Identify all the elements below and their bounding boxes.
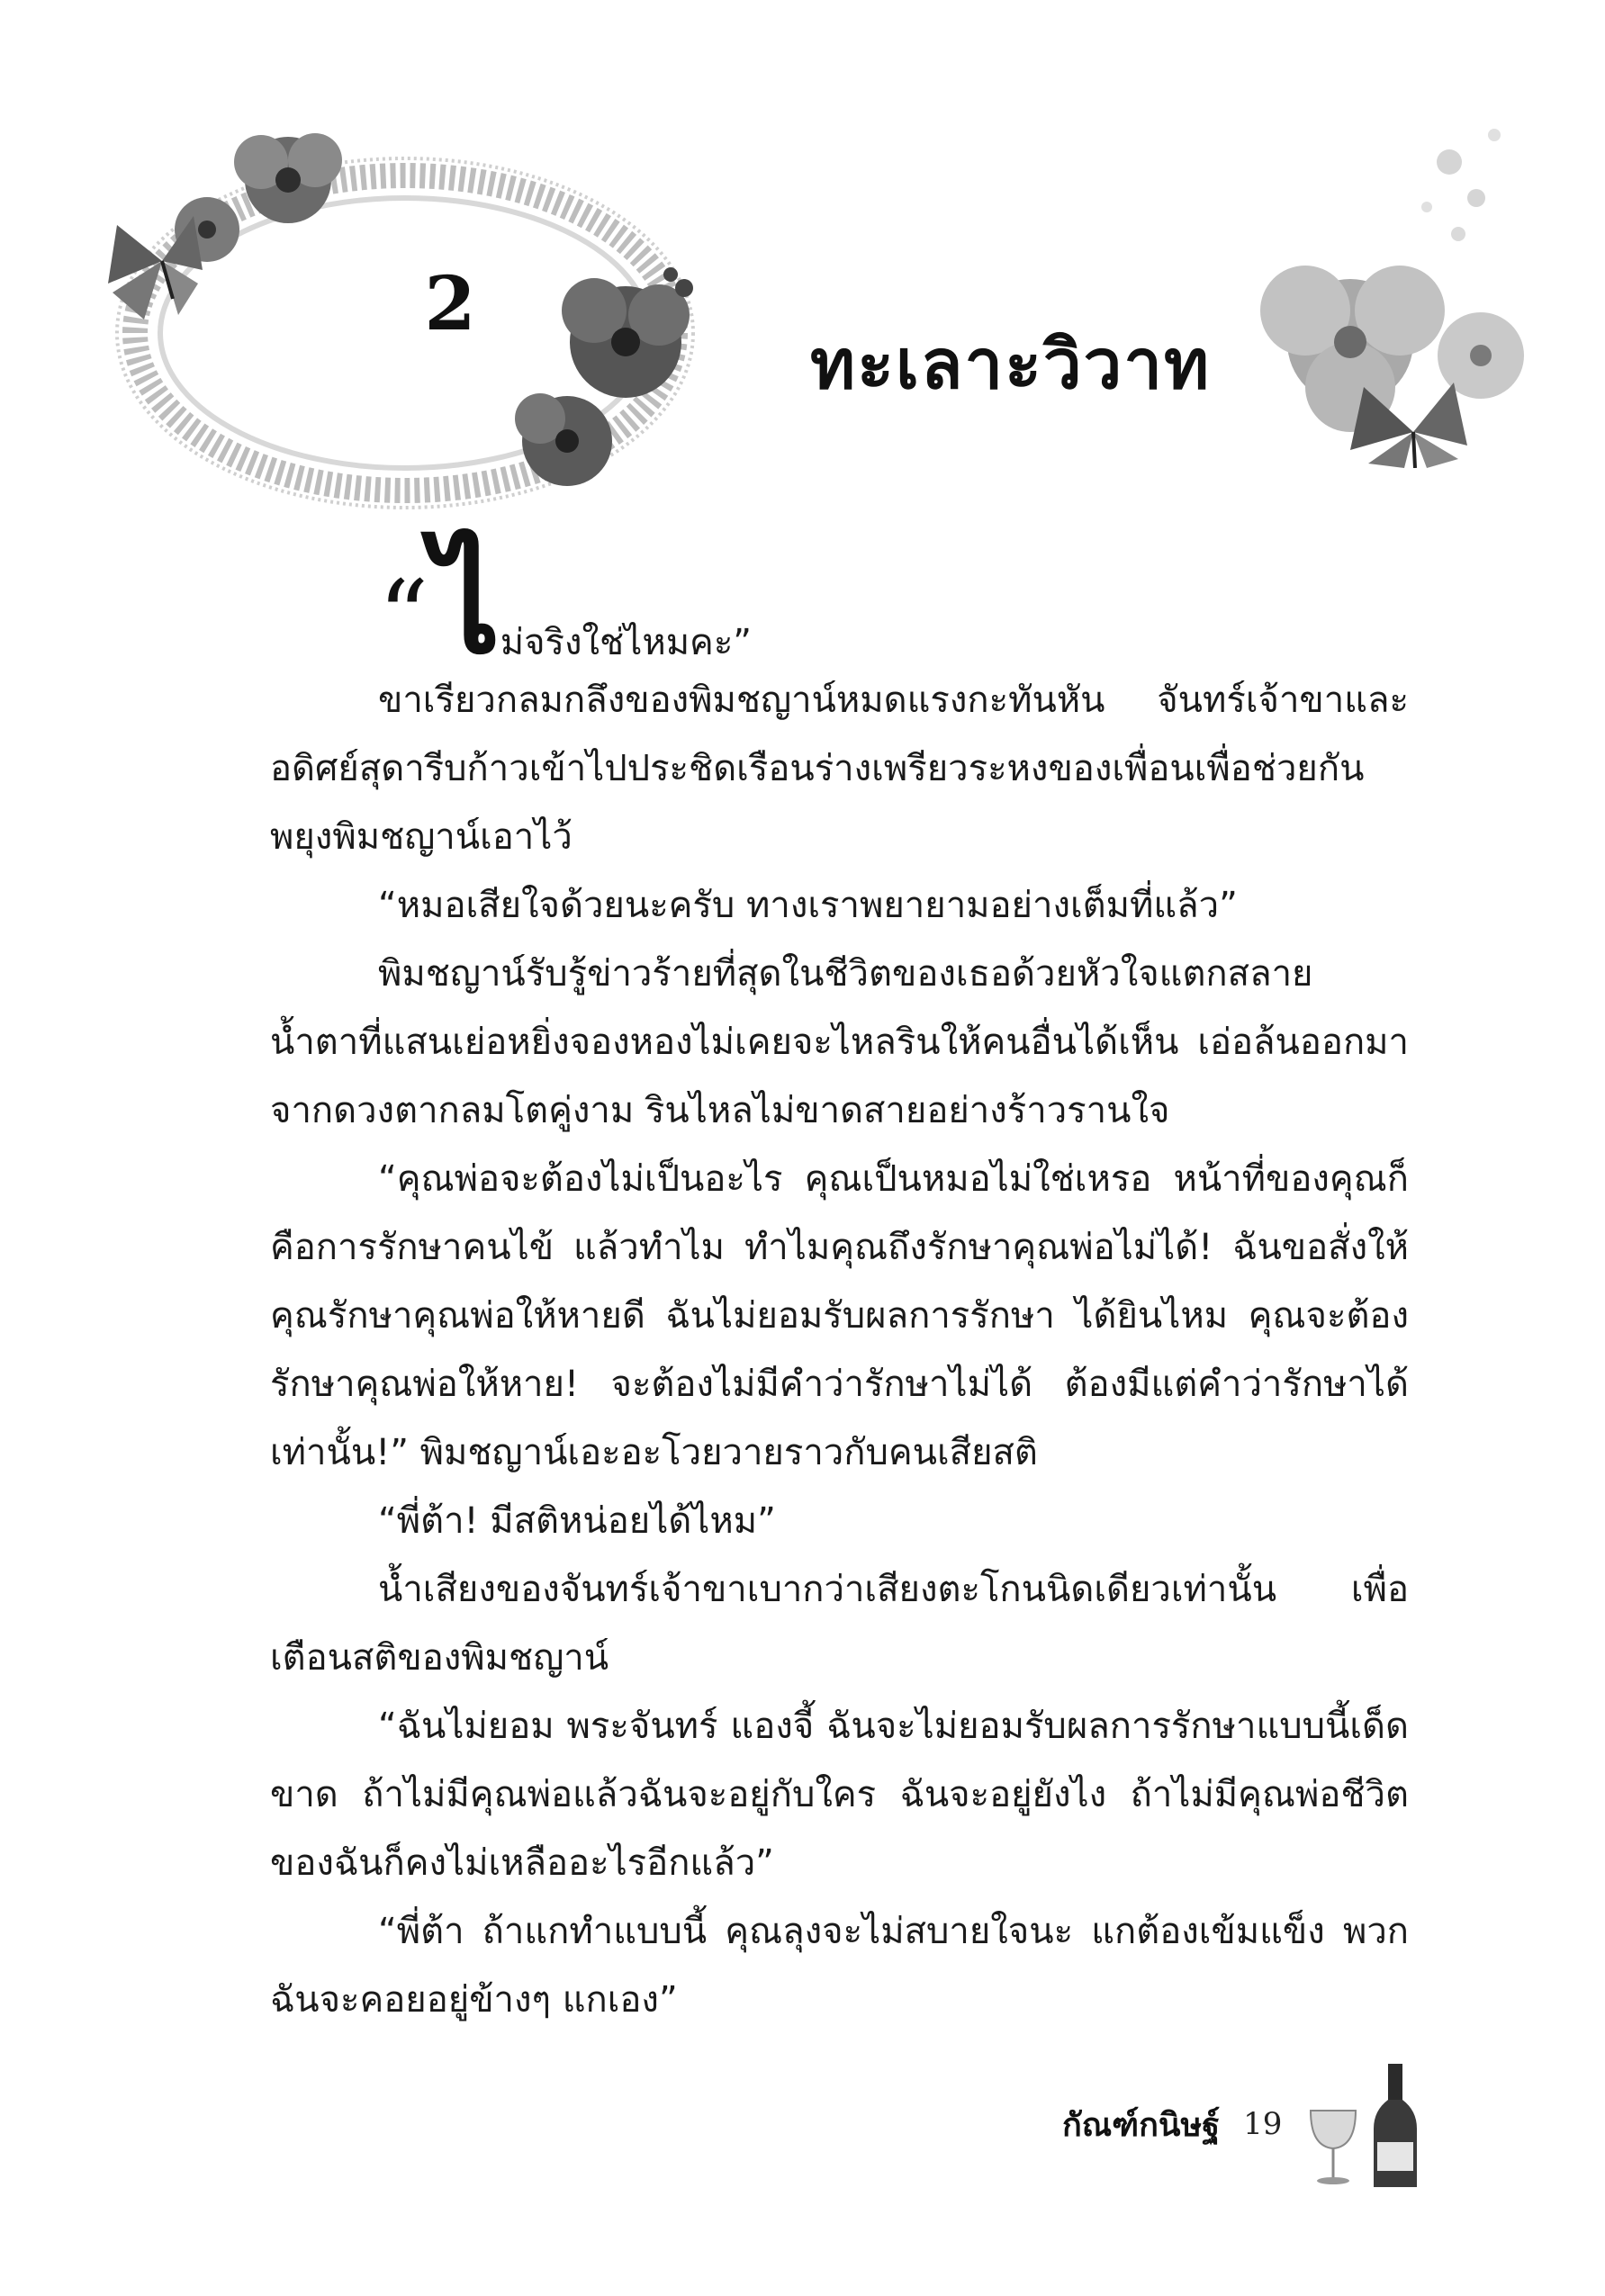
chapter-title: ทะเลาะวิวาท	[810, 324, 1212, 404]
page-number: 19	[1243, 2106, 1283, 2142]
paragraph: น้ำเสียงของจันทร์เจ้าขาเบากว่าเสียงตะโกนนิดเดียวเท่านั้น เพื่อเตือนสติของพิมชญาน์	[270, 1569, 1409, 1679]
chapter-body	[270, 526, 1409, 2034]
paragraph: “ฉันไม่ยอม พระจันทร์ แองจี้ ฉันจะไม่ยอมรับผลการรักษาแบบนี้เด็ดขาด ถ้าไม่มีคุณพ่อแล้วฉันจะอยู่กับใคร ฉันจะอยู่ยังไง ถ้าไม่มีคุณพ่อชีวิตของฉันก็คงไม่เหลืออะไรอีกแล้ว”	[270, 1706, 1409, 1884]
flower-icon	[515, 267, 693, 486]
paragraph: พิมชญาน์รับรู้ข่าวร้ายที่สุดในชีวิตของเธอด้วยหัวใจแตกสลาย น้ำตาที่แสนเย่อหยิ่งจองหองไม่เคยจะไหลรินให้คนอื่นได้เห็น เอ่อล้นออกมาจากดวงตากลมโตคู่งาม รินไหลไม่ขาดสายอย่างร้าวรานใจ	[270, 953, 1409, 1131]
opening-line	[378, 526, 1409, 684]
drop-cap: ไ	[432, 526, 500, 684]
paragraph: “หมอเสียใจด้วยนะครับ ทางเราพยายามอย่างเต็มที่แล้ว”	[378, 885, 1238, 926]
wine-glass-icon	[1311, 2111, 1356, 2184]
footer-author: กัณฑ์กนิษฐ์	[1062, 2106, 1221, 2144]
flower-icon	[1260, 129, 1524, 432]
flower-icon	[175, 133, 342, 262]
wine-bottle-icon	[1374, 2064, 1417, 2187]
opening-text: ม่จริงใช่ไหมคะ”	[500, 622, 753, 663]
paragraph: “คุณพ่อจะต้องไม่เป็นอะไร คุณเป็นหมอไม่ใช่เหรอ หน้าที่ของคุณก็คือการรักษาคนไข้ แล้วทำไม ทำไมคุณถึงรักษาคุณพ่อไม่ได้! ฉันขอสั่งให้คุณรักษาคุณพ่อให้หายดี ฉันไม่ยอมรับผลการรักษา ได้ยินไหม คุณจะต้องรักษาคุณพ่อให้หาย! จะต้องไม่มีคำว่ารักษาไม่ได้ ต้องมีแต่คำว่ารักษาได้เท่านั้น!” พิมชญาน์เอะอะโวยวายราวกับคนเสียสติ	[270, 1158, 1409, 1473]
page-footer	[1062, 2061, 1437, 2187]
opening-quote-mark: “	[378, 559, 429, 674]
wine-decoration	[1302, 2057, 1437, 2192]
flower-butterfly-decoration	[1188, 108, 1548, 468]
paragraph: ขาเรียวกลมกลึงของพิมชญาน์หมดแรงกะทันหัน จันทร์เจ้าขาและอดิศย์สุดารีบก้าวเข้าไปประชิดเรือนร่างเพรียวระหงของเพื่อนเพื่อช่วยกันพยุงพิมชญาน์เอาไว้	[270, 680, 1409, 858]
butterfly-icon	[1350, 383, 1467, 468]
paragraph: “พี่ต้า ถ้าแกทำแบบนี้ คุณลุงจะไม่สบายใจนะ แกต้องเข้มแข็ง พวกฉันจะคอยอยู่ข้างๆ แกเอง”	[270, 1911, 1409, 2021]
chapter-number: 2	[424, 261, 476, 347]
paragraph: “พี่ต้า! มีสติหน่อยได้ไหม”	[378, 1500, 776, 1542]
